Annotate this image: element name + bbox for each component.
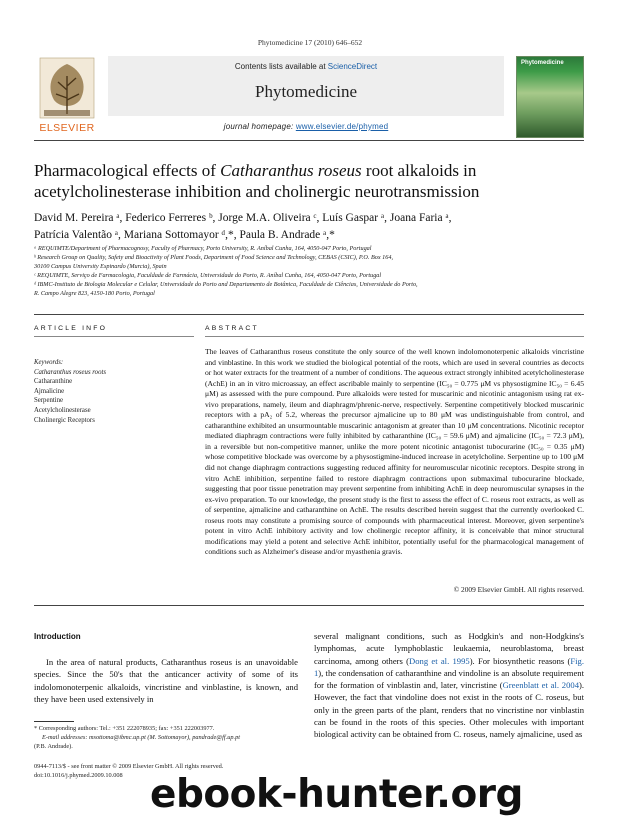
abstract-rule <box>205 336 584 337</box>
corresponding-authors: * Corresponding authors: Tel.: +351 222078935; fax: +351 222003977. <box>34 725 215 732</box>
abstract-copyright: © 2009 Elsevier GmbH. All rights reserved. <box>453 585 584 594</box>
title-species: Catharanthus roseus <box>220 161 362 180</box>
keywords-label: Keywords: <box>34 359 64 366</box>
article-title <box>34 160 594 202</box>
intro-right-text-1: several malignant conditions, such as Hodgkin's and non-Hodgkins's lymphomas, acute lymphoblastic leukaemia, neuroblastoma, breast carcinoma, among others ( <box>314 631 584 666</box>
abstract-heading: ABSTRACT <box>205 325 259 332</box>
homepage-link[interactable]: www.elsevier.de/phymed <box>295 122 389 131</box>
affiliation-b-cont: 30100 Campus University Espinardo (Murcia), Spain <box>34 263 167 270</box>
reference-link-greenblatt[interactable]: Greenblatt et al. 2004 <box>502 680 579 691</box>
title-part1: Pharmacological effects of <box>34 161 221 180</box>
keyword-item: Ajmalicine <box>34 387 65 395</box>
intro-right-text-3: ), the condensation of catharanthine and vindoline is an absolute requirement for the formation of vinblastin and, later, vincristine ( <box>314 667 584 691</box>
reference-link-dong[interactable]: Dong et al. 1995 <box>409 655 470 666</box>
watermark-text: ebook-hunter.org <box>150 772 523 817</box>
intro-right-text-4: ). However, the fact that vindoline does not exist in the roots of C. roseus, but only in the green parts of the plant, renders that no vincristine nor vinblastin can be found in the roots of this species. Other molecules with important biological activity can be obtained from C. roseus, namely ajmalicine, used as <box>314 680 585 740</box>
affiliation-d: ᵈ IBMC-Instituto de Biologia Molecular e Celular, Universidade do Porto and Departamento de Botânica, Faculdade de Ciências, Universidade do Porto, <box>34 281 418 288</box>
intro-left-column: In the area of natural products, Catharanthus roseus is an unavoidable species. Since the 50's that the anticancer activity of some of its indolomonoterpenic alkaloids, vincristine and vinblastine, is known, and they have been used extensively in <box>34 657 298 704</box>
authors-line-2: Patrícia Valentão ᵃ, Mariana Sottomayor ᵈ,*, Paula B. Andrade ᵃ,* <box>34 229 335 241</box>
keyword-item: Acetylcholinesterase <box>34 406 91 414</box>
affiliations <box>34 244 594 298</box>
affiliation-a: ᵃ REQUIMTE/Department of Pharmacognosy, Faculty of Pharmacy, Porto University, R. Aníbal Cunha, 164, 4050-047 Porto, Portugal <box>34 245 372 252</box>
keyword-item: Cholinergic Receptors <box>34 416 95 424</box>
email-addresses-cont: (P.B. Andrade). <box>34 742 73 750</box>
affiliation-c: ᶜ REQUIMTE, Serviço de Farmacologia, Faculdade de Farmácia, Universidade do Porto, R. Aníbal Cunha, 164, 4050-047 Porto, Portugal <box>34 272 382 279</box>
journal-name: Phytomedicine <box>255 82 357 101</box>
journal-cover-image <box>516 56 584 138</box>
publisher-logo-text: ELSEVIER <box>39 122 95 134</box>
intro-right-column <box>314 630 584 741</box>
contents-line <box>108 62 504 71</box>
affiliation-d-cont: R. Campo Alegre 823, 4150-180 Porto, Portugal <box>34 290 155 297</box>
elsevier-logo <box>34 56 100 136</box>
author-list <box>34 210 594 244</box>
email-addresses: E-mail addresses: msottoma@ibmc.up.pt (M. Sottomayor), pandrade@ff.up.pt <box>42 733 240 741</box>
introduction-heading: Introduction <box>34 632 81 641</box>
front-matter-divider <box>34 314 584 315</box>
title-part2: root alkaloids in acetylcholinesterase inhibition and cholinergic neurotransmission <box>34 161 480 201</box>
keywords-block <box>34 358 194 425</box>
intro-right-text-2: ). For biosynthetic reasons ( <box>469 655 571 666</box>
journal-banner <box>108 56 504 116</box>
article-info-rule <box>34 336 194 337</box>
keyword-item: Serpentine <box>34 397 64 405</box>
journal-citation: Phytomedicine 17 (2010) 646–652 <box>257 38 363 47</box>
keyword-item: Catharanthus roseus roots <box>34 368 107 376</box>
article-info-heading: ARTICLE INFO <box>34 325 108 332</box>
issn-line: 0944-7113/$ - see front matter © 2009 Elsevier GmbH. All rights reserved. <box>34 763 224 770</box>
figure-link-fig1[interactable]: Fig. 1 <box>314 655 584 678</box>
abstract-divider <box>34 605 584 606</box>
contents-prefix: Contents lists available at <box>234 62 328 71</box>
footnote-rule <box>34 721 74 722</box>
sciencedirect-link[interactable]: ScienceDirect <box>327 62 378 71</box>
authors-line-1: David M. Pereira ᵃ, Federico Ferreres ᵇ, Jorge M.A. Oliveira ᶜ, Luís Gaspar ᵃ, Joana Faria ᵃ, <box>34 212 452 224</box>
journal-homepage <box>108 122 504 131</box>
homepage-prefix: journal homepage: <box>223 122 296 131</box>
header-divider <box>34 140 584 141</box>
keyword-item: Catharanthine <box>34 378 73 386</box>
affiliation-b: ᵇ Research Group on Quality, Safety and Bioactivity of Plant Foods, Department of Food Science and Technology, CEBAS (CSIC), P.O. Box 164, <box>34 254 393 261</box>
doi-line: doi:10.1016/j.phymed.2009.10.008 <box>34 771 123 779</box>
cover-title: Phytomedicine <box>521 60 564 66</box>
abstract-text: The leaves of Catharanthus roseus constitute the only source of the well known indolomonoterpenic alkaloids vincristine and vinblastine. In this work we studied the biological potential of the roots, which are used in several countries as decocts or hot water extracts for the treatment of a number of conditions. The aqueous extract strongly inhibited acetylcholinesterase (AchE) in an in vitro microassay, an effect ascribable mainly to serpentine (IC₅₀ = 0.775 μM vs physostigmine IC₅₀ = 6.45 μM) as assessed with the pure compound. Pure alkaloids were tested for muscarinic and nicotinic antagonism using rat ex-vivo preparations, namely, ileum and diaphragm/phrenic-nerve, respectively. Serpentine competitively blocked muscarinic receptors with a pA₂ of 5.2, whereas the precursor ajmalicine up to 80 μM was undistinguishable from control, and catharanthine exhibited an unsurmountable muscarinic antagonism at greater than 10 μM concentrations. Nicotinic receptor mediated diaphragm contractions were fully inhibited by catharanthine (IC₅₀ = 59.6 μM) and ajmalicine (IC₅₀ = 72.3 μM), in a reversible but non-competitive manner, unlike the more potent nicotinic antagonist tubocurarine (IC₅₀ = 0.35 μM) whose competitive blockade was overcome by a physostigmine-induced increase in acetylcholine. Serpentine up to 100 μM did not change diaphragm contractions suggesting reduced affinity for neuromuscular nicotinic receptors. Despite strong in vitro AchE inhibition, serpentine failed to restore diaphragm contractions upon submaximal tubocurarine blockade, suggesting that poor tissue penetration may prevent serpentine from inhibiting AchE in deep neuromuscular synapses in the ex-vivo preparation. To our knowledge, the present study is the first to assess the effect of C. roseus root extracts, as well as of serpentine, ajmalicine and catharanthine on AchE. The results described herein suggest that the currently overlooked C. roseus roots may constitute a promising source of compounds with pharmaceutical interest. Moreover, given serpentine's potent in vitro AchE inhibitory activity and low cholinergic receptor affinity, it is conceivable that minor structural modifications may yield a potent and selective AchE inhibitor, potentially useful for the pharmacological management of conditions such as Alzheimer's disease and/or myasthenia gravis. <box>205 347 584 557</box>
corresponding-footnote <box>34 725 304 751</box>
